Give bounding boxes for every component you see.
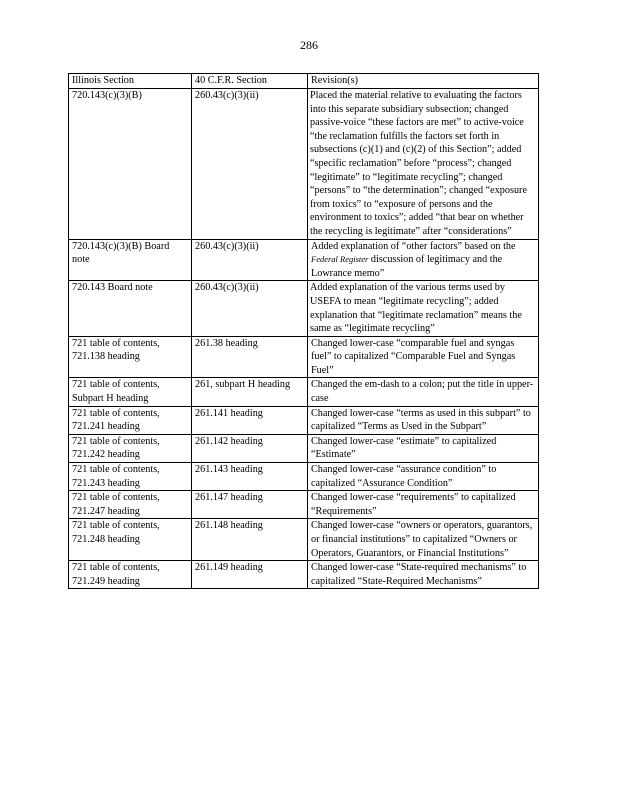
revision-cell: Changed lower-case “terms as used in this subpart” to capitalized “Terms as Used in the Subpart” [308,406,539,434]
cfr-section-cell: 261.143 heading [192,463,308,491]
illinois-section-cell: 721 table of contents, 721.242 heading [69,434,192,462]
revision-cell: Changed lower-case “estimate” to capitalized “Estimate” [308,434,539,462]
table-row [69,561,539,589]
table-row [69,434,539,462]
table-row [69,336,539,378]
table-row [69,519,539,561]
cfr-section-cell: 261.141 heading [192,406,308,434]
revision-cell: Changed lower-case “owners or operators, guarantors, or financial institutions” to capitalized “Owners or Operators, Guarantors, or Financial Institutions” [308,519,539,561]
table-row [69,406,539,434]
cfr-section-cell: 260.43(c)(3)(ii) [192,89,308,240]
revision-cell [308,239,539,281]
cfr-section-cell: 261.148 heading [192,519,308,561]
revision-text: Added explanation of “other factors” based on the [311,240,516,252]
page-number: 286 [300,38,318,52]
cfr-section-cell: 261.147 heading [192,491,308,519]
illinois-section-cell: 721 table of contents, 721.138 heading [69,336,192,378]
header-cfr-section: 40 C.F.R. Section [192,74,308,89]
cfr-section-cell: 261.38 heading [192,336,308,378]
illinois-section-cell: 721 table of contents, 721.243 heading [69,463,192,491]
revision-cell: Changed lower-case “State-required mechanisms” to capitalized “State-Required Mechanisms” [308,561,539,589]
table-row [69,378,539,406]
header-illinois-section: Illinois Section [69,74,192,89]
cfr-section-cell: 260.43(c)(3)(ii) [192,281,308,336]
illinois-section-cell: 721 table of contents, 721.241 heading [69,406,192,434]
table-row [69,491,539,519]
revision-cell: Added explanation of the various terms used by USEFA to mean “legitimate recycling”; added explanation that “legitimate reclamation” means the same as “legitimate recycling” [308,281,539,336]
table-row [69,239,539,281]
header-revisions: Revision(s) [308,74,539,89]
table-header-row [69,74,539,89]
table-row [69,281,539,336]
cfr-section-cell: 260.43(c)(3)(ii) [192,239,308,281]
illinois-section-cell: 721 table of contents, Subpart H heading [69,378,192,406]
illinois-section-cell: 721 table of contents, 721.249 heading [69,561,192,589]
revisions-table [68,73,539,589]
federal-register-italic: Federal Register [311,254,369,265]
cfr-section-cell: 261, subpart H heading [192,378,308,406]
illinois-section-cell: 721 table of contents, 721.247 heading [69,491,192,519]
revision-cell: Changed lower-case “assurance condition” to capitalized “Assurance Condition” [308,463,539,491]
table-row [69,89,539,240]
revision-cell: Changed lower-case “comparable fuel and syngas fuel” to capitalized “Comparable Fuel and Syngas Fuel” [308,336,539,378]
table-row [69,463,539,491]
illinois-section-cell: 720.143(c)(3)(B) Board note [69,239,192,281]
revision-cell: Changed lower-case “requirements” to capitalized “Requirements” [308,491,539,519]
cfr-section-cell: 261.142 heading [192,434,308,462]
illinois-section-cell: 720.143(c)(3)(B) [69,89,192,240]
revision-text: discussion of legitimacy and the Lowrance memo” [311,254,503,279]
illinois-section-cell: 721 table of contents, 721.248 heading [69,519,192,561]
revision-cell: Placed the material relative to evaluating the factors into this separate subsidiary subsection; changed passive-voice “these factors are met” to active-voice “the reclamation fulfills the factors set forth in subsections (c)(1) and (c)(2) of this Section”; added “specific reclamation” before “process”; changed “legitimate” to “legitimate recycling”; changed “persons” to “the determination”; changed “exposure from toxics” to “exposure of persons and the environment to toxics”; added “that bear on whether the recycling is legitimate” after “considerations” [308,89,539,240]
revision-cell: Changed the em-dash to a colon; put the title in upper-case [308,378,539,406]
illinois-section-cell: 720.143 Board note [69,281,192,336]
cfr-section-cell: 261.149 heading [192,561,308,589]
